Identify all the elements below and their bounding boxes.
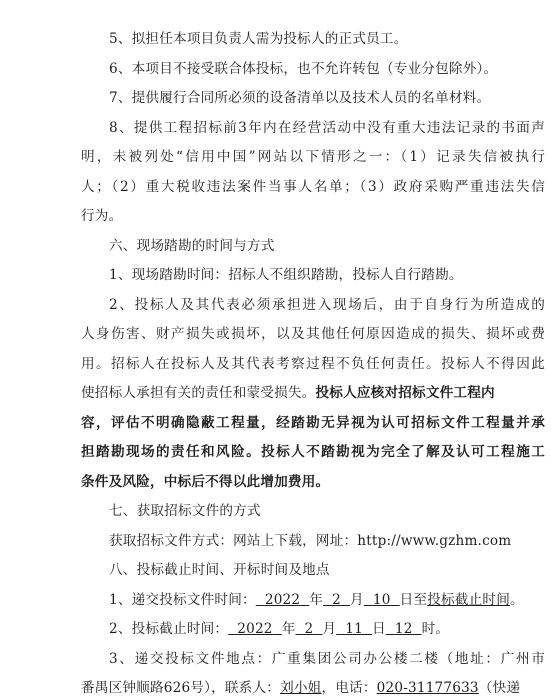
p3-contact: 刘小姐: [280, 680, 322, 696]
section-8-p1: [109, 590, 551, 610]
section-8-p3-line-2: [81, 678, 551, 698]
section-6-p2-line-4: [81, 383, 551, 403]
p2-year: 2022: [237, 621, 273, 637]
item-8-line-3: 人；（2）重大税收违法案件当事人名单；（3）政府采购严重违法失信: [81, 179, 545, 195]
section-6-heading: 六、现场踏勘的时间与方式: [109, 238, 275, 254]
section-6-p2-line-2: 人身伤害、财产损失或损坏，以及其他任何原因造成的损失、损坏或费: [81, 326, 545, 342]
p2-label: 2、投标截止时间：: [109, 621, 229, 637]
section-8-heading: 八、投标截止时间、开标时间及地点: [109, 562, 330, 578]
item-8-line-1: 8、提供工程招标前3年内在经营活动中没有重大违法记录的书面声: [109, 120, 545, 136]
p3-address-tail: 番禺区钟顺路626号），联系人：: [81, 680, 281, 696]
section-6-p2-line-1: 2、投标人及其代表必须承担进入现场后，由于自身行为所造成的: [109, 297, 545, 313]
section-8-p2: [109, 619, 551, 639]
p3-phone: 020-31177633: [376, 680, 479, 696]
p3-courier: （快递: [478, 680, 521, 696]
item-8-line-4: 行为。: [81, 208, 123, 224]
item-5: 5、拟担任本项目负责人需为投标人的正式员工。: [109, 31, 408, 47]
section-7-method: [109, 531, 551, 551]
section-6-p2-line-4-bold: 投标人应核对招标文件工程内: [315, 385, 495, 401]
p1-tail-underlined: 投标截止时间: [427, 592, 510, 608]
p2-month-unit: 月: [322, 621, 337, 637]
section-6-p2-line-7: 条件及风险，中标后不得以此增加费用。: [81, 474, 330, 490]
p1-day: 10: [372, 592, 391, 608]
p1-year: 2022: [264, 592, 301, 608]
p1-tail-plain: 日至: [399, 592, 428, 608]
p1-month: 2: [332, 592, 341, 608]
p2-hour: 12: [394, 621, 413, 637]
p1-month-unit: 月: [350, 592, 364, 608]
item-6: 6、本项目不接受联合体投标，也不允许转包（专业分包除外）。: [109, 61, 498, 77]
item-7: 7、提供履行合同所必须的设备清单以及技术人员的名单材料。: [109, 90, 491, 106]
section-6-p2-line-5: 容，评估不明确隐蔽工程量，经踏勘无异视为认可招标文件工程量并承: [81, 415, 545, 431]
p2-hour-unit: 时。: [421, 621, 450, 637]
p3-phone-label: ，电话：: [321, 680, 377, 696]
section-6-p2-line-6: 担踏勘现场的责任和风险。投标人不踏勘视为完全了解及认可工程施工: [81, 444, 545, 460]
p1-label: 1、递交投标文件时间：: [109, 592, 256, 608]
section-8-p3-line-1: 3、递交投标文件地点：广重集团公司办公楼二楼（地址：广州市: [109, 651, 545, 667]
p2-month: 2: [304, 621, 314, 637]
p1-end: 。: [510, 592, 524, 608]
p2-year-unit: 年: [281, 621, 296, 637]
p1-year-unit: 年: [309, 592, 324, 608]
section-6-p1: 1、现场踏勘时间：招标人不组织踏勘，投标人自行踏勘。: [109, 267, 463, 283]
section-6-p2-line-3: 用。招标人在投标人及其代表考察过程不负任何责任。投标人不得因此: [81, 356, 545, 372]
section-7-heading: 七、获取招标文件的方式: [109, 503, 261, 519]
p2-day-unit: 日: [372, 621, 386, 637]
method-label: 获取招标文件方式：网站上下载，网址：: [109, 533, 358, 549]
section-6-p2-line-4-plain: 使招标人承担有关的责任和蒙受损失。: [81, 385, 316, 401]
download-url-link[interactable]: http://www.gzhm.com: [357, 533, 512, 549]
p2-day: 11: [345, 621, 363, 637]
item-8-line-2: 明，未被列处“信用中国”网站以下情形之一：（1）记录失信被执行: [81, 149, 545, 165]
